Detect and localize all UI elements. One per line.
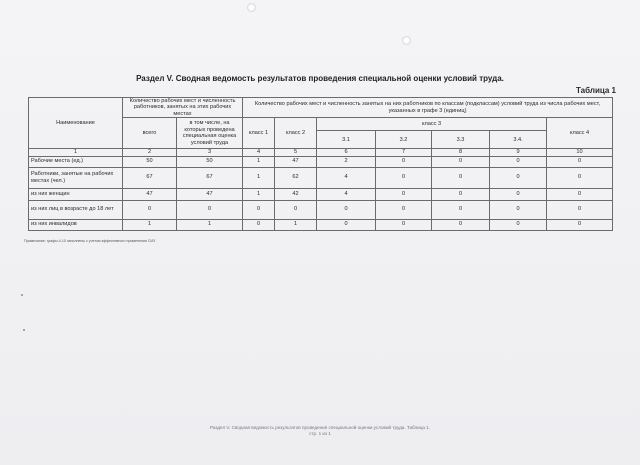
col-number: 6	[317, 149, 376, 156]
row-label: из них женщин	[29, 188, 123, 200]
cell-value: 0	[243, 200, 275, 219]
cell-value: 0	[376, 200, 432, 219]
cell-value: 47	[177, 188, 243, 200]
col-number: 7	[376, 149, 432, 156]
cell-value: 42	[275, 188, 317, 200]
header-name: Наименование	[29, 98, 123, 149]
header-sub-3-2: 3.2	[376, 131, 432, 149]
cell-value: 0	[376, 219, 432, 230]
col-number: 3	[177, 149, 243, 156]
col-number: 2	[123, 149, 177, 156]
table-note: Примечание: графы 4-10 заполнены с учетом эффективного применения СИЗ	[24, 239, 156, 243]
header-class4: класс 4	[547, 118, 613, 149]
cell-value: 2	[317, 156, 376, 167]
cell-value: 0	[432, 188, 490, 200]
row-label: из них лиц в возрасте до 18 лет	[29, 200, 123, 219]
cell-value: 0	[547, 200, 613, 219]
header-group2: Количество рабочих мест и численность занятых на них работников по классам (подклассам) условий труда из числа рабочих мест, указанных в графе 3 (единиц)	[243, 98, 613, 118]
cell-value: 50	[123, 156, 177, 167]
cell-value: 1	[243, 188, 275, 200]
punch-hole	[402, 36, 411, 45]
cell-value: 1	[243, 167, 275, 188]
cell-value: 0	[432, 219, 490, 230]
row-label: из них инвалидов	[29, 219, 123, 230]
table-row	[29, 188, 613, 200]
header-class2: класс 2	[275, 118, 317, 149]
cell-value: 0	[490, 167, 547, 188]
col-number: 5	[275, 149, 317, 156]
cell-value: 62	[275, 167, 317, 188]
table-row	[29, 200, 613, 219]
footer-caption: Раздел V. Сводная ведомость результатов проведения специальной оценки условий труда. Таблица 1.	[209, 425, 431, 430]
table-row	[29, 167, 613, 188]
cell-value: 0	[177, 200, 243, 219]
cell-value: 0	[547, 219, 613, 230]
cell-value: 1	[123, 219, 177, 230]
header-sub-3-1: 3.1	[317, 131, 376, 149]
cell-value: 4	[317, 188, 376, 200]
cell-value: 67	[123, 167, 177, 188]
table-row	[29, 219, 613, 230]
col-number: 8	[432, 149, 490, 156]
table-row	[29, 156, 613, 167]
section-title: Раздел V. Сводная ведомость результатов проведения специальной оценки условий труда.	[136, 74, 504, 83]
scan-speck	[23, 329, 25, 331]
cell-value: 50	[177, 156, 243, 167]
header-group1: Количество рабочих мест и численность работников, занятых на этих рабочих местах	[123, 98, 243, 118]
cell-value: 0	[376, 167, 432, 188]
cell-value: 0	[547, 188, 613, 200]
cell-value: 47	[123, 188, 177, 200]
cell-value: 0	[123, 200, 177, 219]
header-incl: в том числе, на которых проведена специальная оценка условий труда	[177, 118, 243, 149]
cell-value: 0	[432, 167, 490, 188]
scan-speck	[21, 294, 23, 296]
col-number: 1	[29, 149, 123, 156]
header-total: всего	[123, 118, 177, 149]
footer-page-number: стр. 1 из 1	[309, 431, 331, 437]
col-number: 4	[243, 149, 275, 156]
row-label: Рабочие места (ед.)	[29, 156, 123, 167]
summary-table	[28, 97, 613, 231]
col-number: 10	[547, 149, 613, 156]
cell-value: 0	[432, 200, 490, 219]
cell-value: 0	[547, 167, 613, 188]
cell-value: 0	[317, 200, 376, 219]
cell-value: 47	[275, 156, 317, 167]
cell-value: 1	[275, 219, 317, 230]
header-class1: класс 1	[243, 118, 275, 149]
cell-value: 0	[376, 188, 432, 200]
cell-value: 4	[317, 167, 376, 188]
cell-value: 67	[177, 167, 243, 188]
punch-hole	[247, 3, 256, 12]
cell-value: 0	[490, 156, 547, 167]
table-label: Таблица 1	[575, 86, 616, 95]
cell-value: 0	[490, 200, 547, 219]
cell-value: 0	[432, 156, 490, 167]
cell-value: 0	[490, 188, 547, 200]
cell-value: 0	[317, 219, 376, 230]
header-sub-3-4: 3.4.	[490, 131, 547, 149]
cell-value: 0	[490, 219, 547, 230]
cell-value: 0	[243, 219, 275, 230]
page-footer	[0, 425, 640, 438]
col-number: 9	[490, 149, 547, 156]
header-sub-3-3: 3.3	[432, 131, 490, 149]
cell-value: 0	[376, 156, 432, 167]
cell-value: 1	[177, 219, 243, 230]
cell-value: 1	[243, 156, 275, 167]
cell-value: 0	[547, 156, 613, 167]
row-label: Работники, занятые на рабочих местах (чел.)	[29, 167, 123, 188]
cell-value: 0	[275, 200, 317, 219]
header-class3: класс 3	[317, 118, 547, 131]
